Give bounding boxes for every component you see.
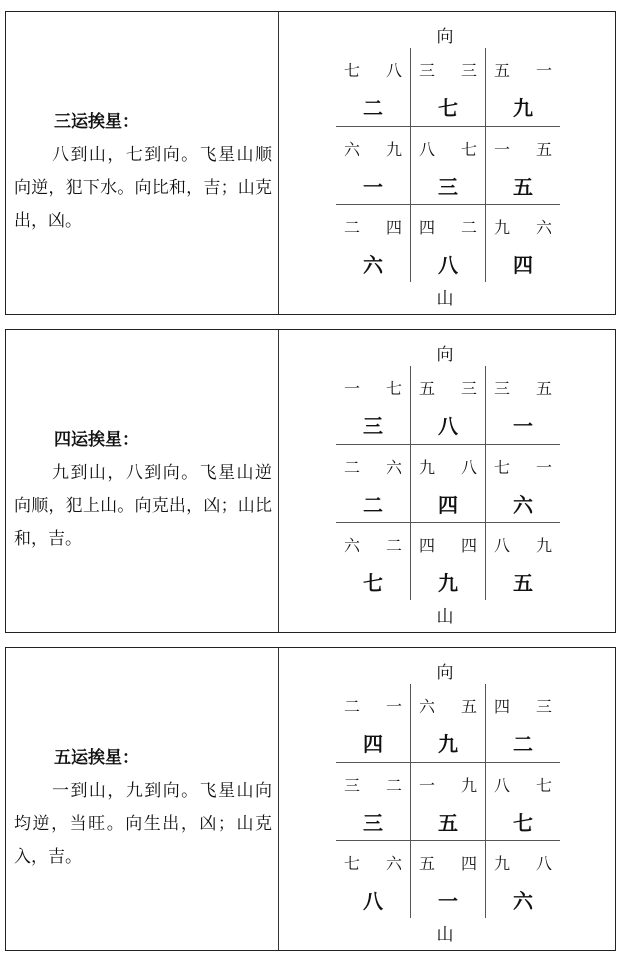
star-pair (411, 137, 485, 159)
palace-cell (411, 763, 485, 841)
palace-cell (411, 48, 485, 126)
facing-star: 四 (385, 218, 402, 237)
period-title: 三运挨星： (54, 112, 139, 132)
facing-star: 二 (460, 218, 477, 237)
star-pair (486, 773, 560, 795)
facing-star: 九 (535, 536, 552, 555)
mountain-star: 七 (494, 458, 511, 477)
mountain-star: 二 (344, 458, 361, 477)
facing-star: 八 (385, 61, 402, 80)
mountain-label: 山 (436, 607, 454, 627)
description-column (6, 330, 278, 632)
mountain-star: 五 (419, 379, 436, 398)
mountain-label: 山 (436, 289, 454, 309)
mountain-star: 六 (344, 140, 361, 159)
star-chart (279, 12, 615, 314)
star-pair (336, 215, 410, 237)
nine-palace-grid (336, 684, 560, 918)
palace-cell (336, 684, 410, 762)
facing-star: 四 (460, 854, 477, 873)
palace-cell (336, 763, 410, 841)
period-title: 四运挨星： (54, 430, 139, 450)
palace-cell (486, 205, 560, 283)
mountain-star: 八 (419, 140, 436, 159)
facing-star: 一 (535, 458, 552, 477)
period-star: 二 (363, 493, 383, 517)
period-star: 一 (363, 175, 383, 199)
star-chart (279, 330, 615, 632)
star-pair (486, 58, 560, 80)
palace-cell (486, 127, 560, 205)
facing-star: 六 (535, 218, 552, 237)
palace-cell (336, 445, 410, 523)
mountain-star: 四 (419, 536, 436, 555)
palace-cell (411, 523, 485, 601)
period-star: 三 (438, 175, 458, 199)
mountain-star: 七 (344, 61, 361, 80)
mountain-star: 九 (494, 854, 511, 873)
palace-cell (411, 445, 485, 523)
facing-star: 六 (385, 458, 402, 477)
facing-star: 三 (535, 697, 552, 716)
period-star: 三 (363, 414, 383, 438)
facing-star: 一 (535, 61, 552, 80)
period-star: 九 (438, 732, 458, 756)
period-star: 四 (363, 732, 383, 756)
palace-cell (411, 684, 485, 762)
palace-cell (336, 205, 410, 283)
facing-star: 六 (385, 854, 402, 873)
star-pair (336, 773, 410, 795)
facing-star: 四 (460, 536, 477, 555)
facing-star: 五 (535, 379, 552, 398)
star-pair (336, 851, 410, 873)
description (14, 424, 272, 556)
star-pair (411, 533, 485, 555)
description (14, 106, 272, 238)
period-star: 五 (513, 571, 533, 595)
facing-star: 九 (460, 776, 477, 795)
period-star: 四 (438, 493, 458, 517)
description-column (6, 12, 278, 314)
mountain-star: 九 (494, 218, 511, 237)
flying-star-panel (5, 11, 616, 315)
facing-star: 三 (460, 61, 477, 80)
period-star: 九 (513, 96, 533, 120)
period-star: 三 (363, 811, 383, 835)
star-pair (486, 215, 560, 237)
period-description: 九到山，八到向。飞星山逆向顺，犯上山。向克出，凶；山比和，吉。 (14, 463, 272, 549)
palace-cell (486, 366, 560, 444)
period-description: 一到山，九到向。飞星山向均逆，当旺。向生出，凶；山克入，吉。 (14, 781, 272, 867)
star-pair (486, 455, 560, 477)
star-pair (411, 455, 485, 477)
period-description: 八到山，七到向。飞星山顺向逆，犯下水。向比和，吉；山克出，凶。 (14, 145, 272, 231)
period-star: 七 (513, 811, 533, 835)
facing-star: 七 (385, 379, 402, 398)
description (14, 742, 272, 874)
period-star: 九 (438, 571, 458, 595)
star-pair (336, 455, 410, 477)
mountain-star: 三 (494, 379, 511, 398)
palace-cell (336, 127, 410, 205)
nine-palace-grid (336, 366, 560, 600)
palace-cell (486, 48, 560, 126)
period-star: 八 (363, 889, 383, 913)
palace-cell (411, 841, 485, 919)
period-star: 五 (513, 175, 533, 199)
star-pair (411, 58, 485, 80)
star-pair (411, 851, 485, 873)
period-title: 五运挨星： (54, 748, 139, 768)
star-pair (486, 694, 560, 716)
period-star: 七 (438, 96, 458, 120)
period-star: 二 (513, 732, 533, 756)
star-pair (486, 851, 560, 873)
mountain-star: 八 (494, 776, 511, 795)
facing-label: 向 (436, 663, 454, 683)
star-pair (486, 376, 560, 398)
star-pair (411, 376, 485, 398)
mountain-label: 山 (436, 925, 454, 945)
facing-star: 二 (385, 776, 402, 795)
facing-star: 三 (460, 379, 477, 398)
period-star: 一 (513, 414, 533, 438)
star-pair (486, 137, 560, 159)
palace-cell (411, 205, 485, 283)
mountain-star: 四 (494, 697, 511, 716)
description-column (6, 648, 278, 950)
mountain-star: 一 (344, 379, 361, 398)
facing-star: 七 (535, 776, 552, 795)
flying-star-panel (5, 647, 616, 951)
star-pair (336, 694, 410, 716)
mountain-star: 四 (419, 218, 436, 237)
star-pair (486, 533, 560, 555)
palace-cell (486, 763, 560, 841)
facing-star: 五 (460, 697, 477, 716)
period-star: 六 (513, 889, 533, 913)
period-star: 八 (438, 253, 458, 277)
facing-star: 五 (535, 140, 552, 159)
star-pair (336, 137, 410, 159)
period-star: 二 (363, 96, 383, 120)
mountain-star: 五 (494, 61, 511, 80)
facing-star: 八 (460, 458, 477, 477)
mountain-star: 三 (419, 61, 436, 80)
mountain-star: 二 (344, 697, 361, 716)
flying-star-panel (5, 329, 616, 633)
facing-star: 二 (385, 536, 402, 555)
mountain-star: 二 (344, 218, 361, 237)
period-star: 七 (363, 571, 383, 595)
period-star: 六 (363, 253, 383, 277)
period-star: 八 (438, 414, 458, 438)
star-pair (411, 215, 485, 237)
palace-cell (336, 366, 410, 444)
star-pair (336, 376, 410, 398)
palace-cell (486, 841, 560, 919)
facing-star: 九 (385, 140, 402, 159)
palace-cell (411, 127, 485, 205)
star-pair (336, 533, 410, 555)
mountain-star: 九 (419, 458, 436, 477)
palace-cell (336, 48, 410, 126)
mountain-star: 八 (494, 536, 511, 555)
nine-palace-grid (336, 48, 560, 282)
period-star: 四 (513, 253, 533, 277)
palace-cell (411, 366, 485, 444)
mountain-star: 七 (344, 854, 361, 873)
palace-cell (486, 684, 560, 762)
mountain-star: 一 (419, 776, 436, 795)
period-star: 六 (513, 493, 533, 517)
palace-cell (486, 523, 560, 601)
facing-label: 向 (436, 27, 454, 47)
facing-star: 一 (385, 697, 402, 716)
period-star: 五 (438, 811, 458, 835)
facing-star: 七 (460, 140, 477, 159)
palace-cell (336, 523, 410, 601)
star-pair (411, 694, 485, 716)
facing-star: 八 (535, 854, 552, 873)
palace-cell (486, 445, 560, 523)
mountain-star: 三 (344, 776, 361, 795)
star-pair (336, 58, 410, 80)
mountain-star: 一 (494, 140, 511, 159)
mountain-star: 五 (419, 854, 436, 873)
facing-label: 向 (436, 345, 454, 365)
mountain-star: 六 (344, 536, 361, 555)
mountain-star: 六 (419, 697, 436, 716)
star-pair (411, 773, 485, 795)
palace-cell (336, 841, 410, 919)
star-chart (279, 648, 615, 950)
period-star: 一 (438, 889, 458, 913)
